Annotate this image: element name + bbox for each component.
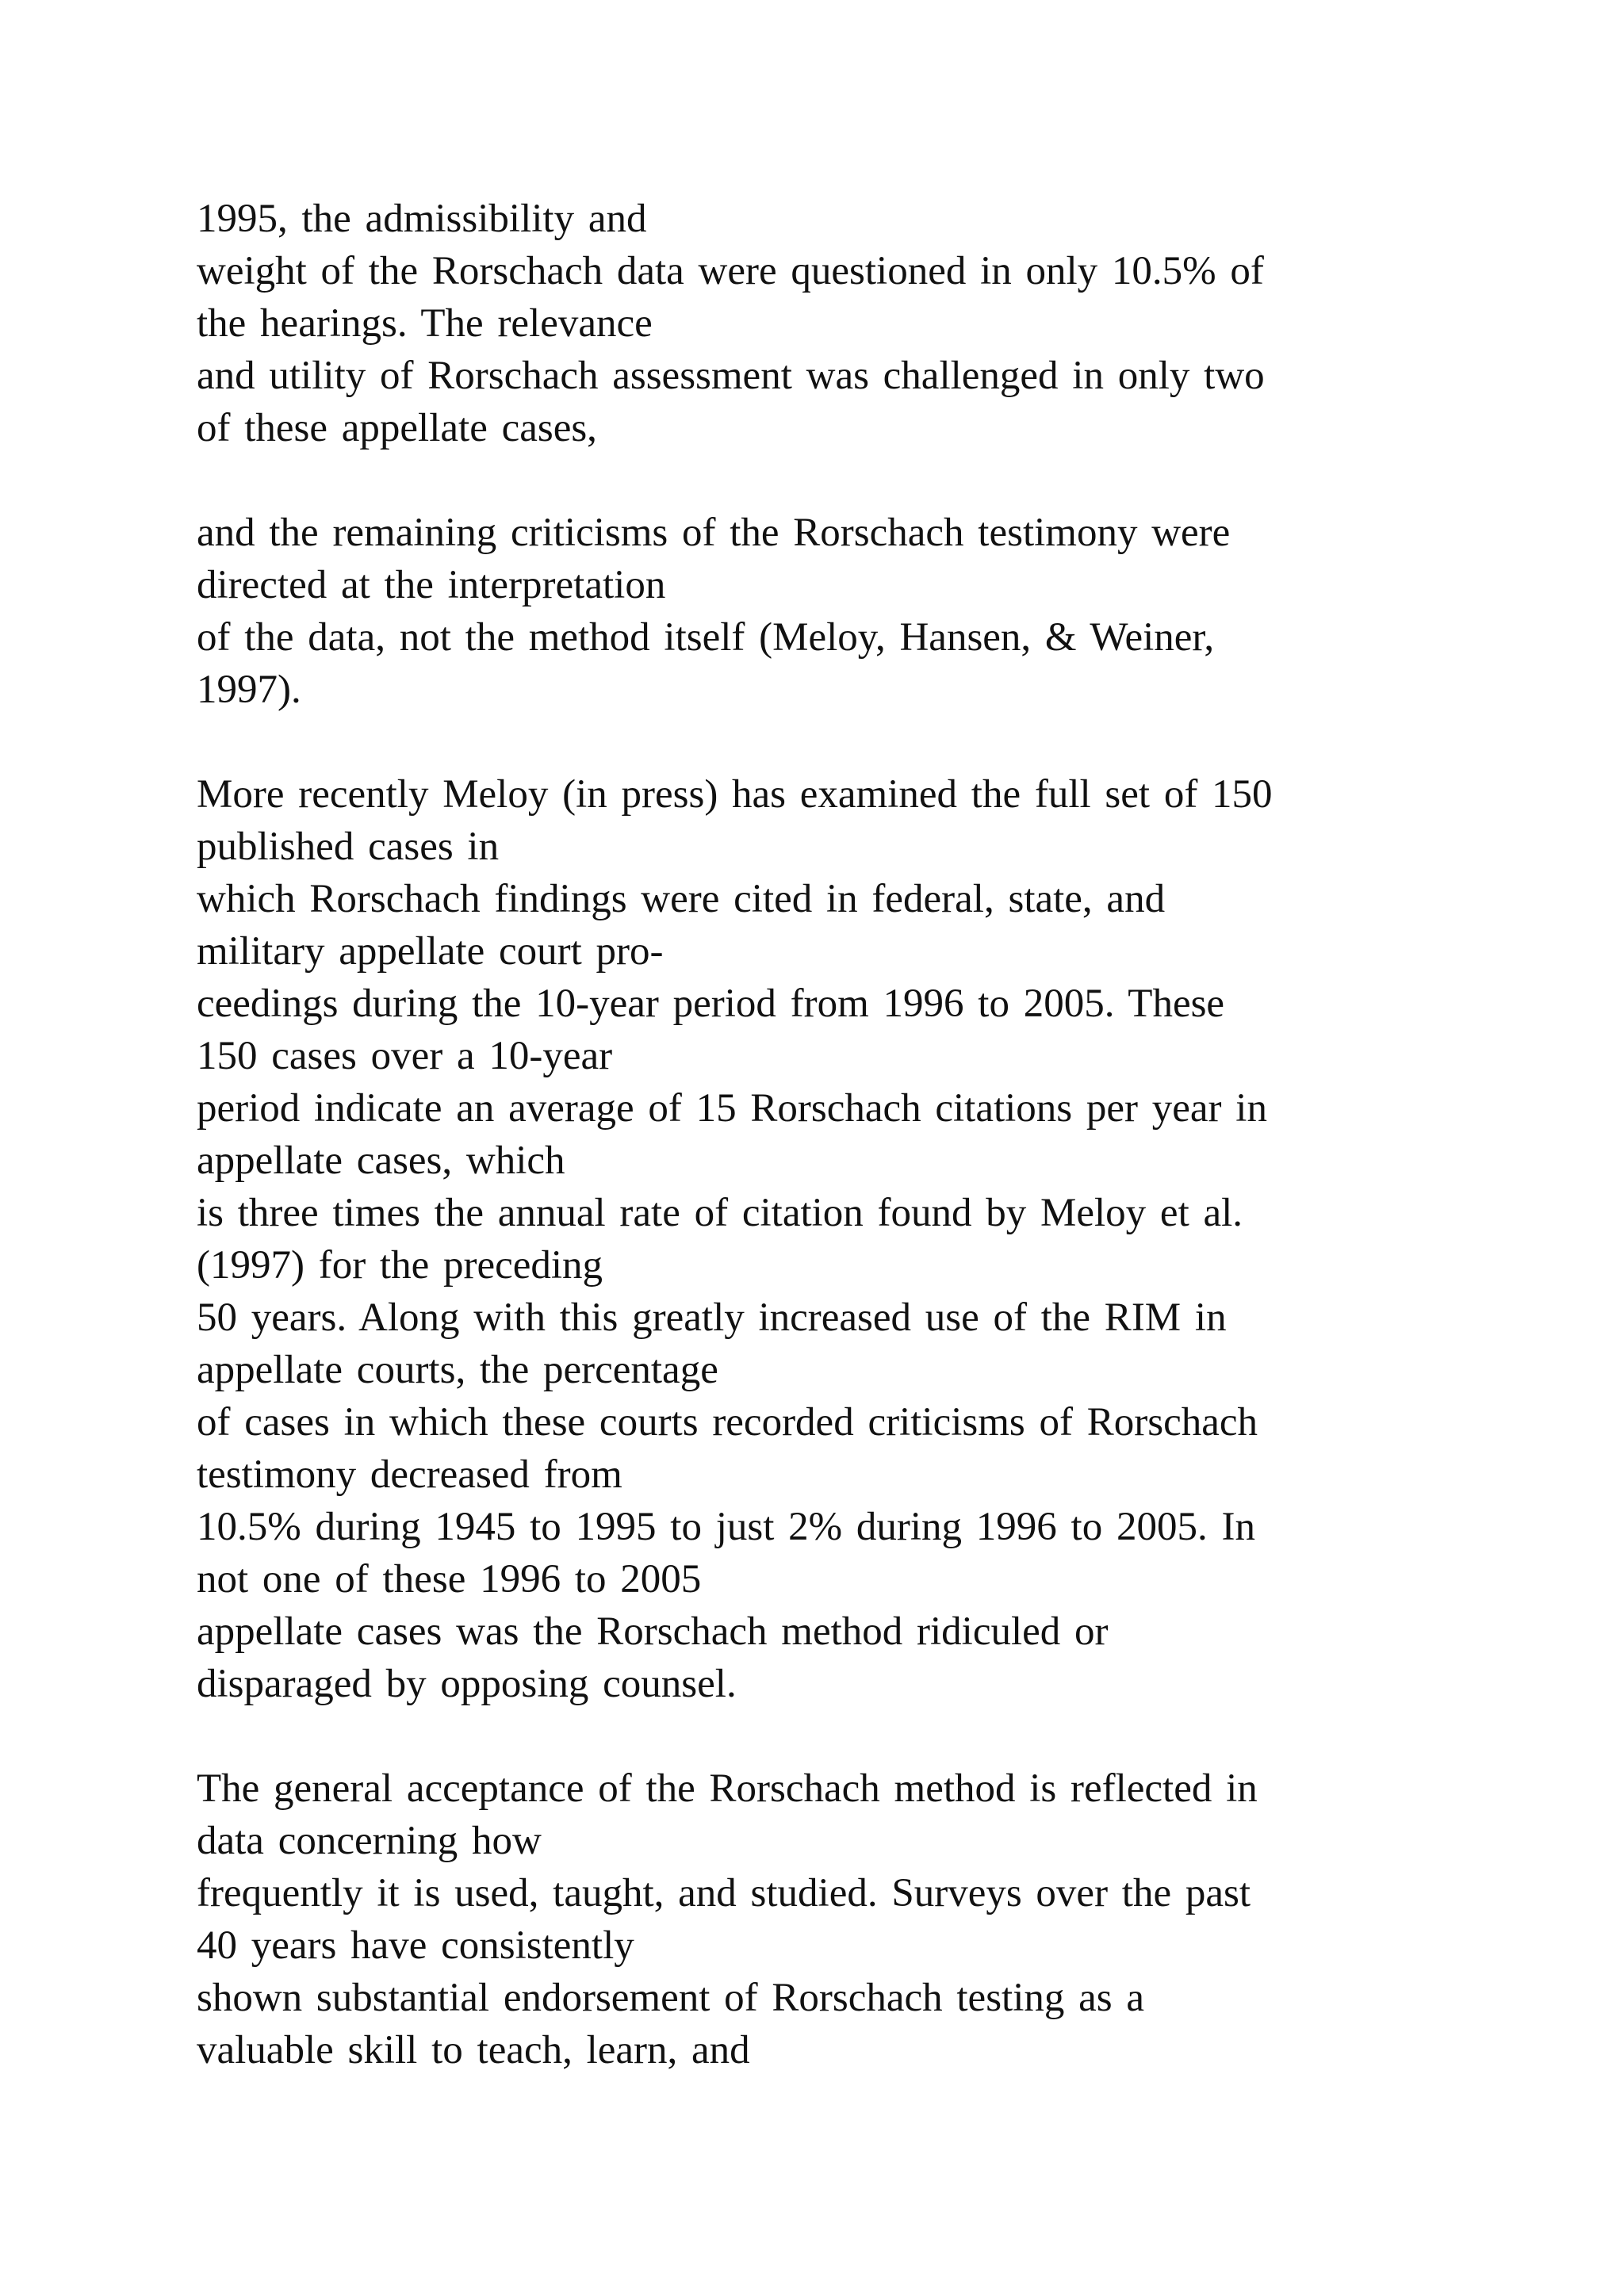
text-line: weight of the Rorschach data were questioned in only 10.5% of — [197, 249, 1264, 293]
text-line: data concerning how — [197, 1819, 542, 1863]
text-line: the hearings. The relevance — [197, 301, 653, 346]
paragraph-1 — [197, 193, 1465, 454]
paragraph-3 — [197, 768, 1465, 1710]
text-line: (1997) for the preceding — [197, 1243, 603, 1288]
text-line: 40 years have consistently — [197, 1923, 634, 1968]
text-line: published cases in — [197, 825, 500, 869]
text-line: of the data, not the method itself (Meloy, Hansen, & Weiner, — [197, 615, 1215, 660]
text-line: valuable skill to teach, learn, and — [197, 2028, 750, 2072]
text-line: of these appellate cases, — [197, 406, 597, 450]
text-line: The general acceptance of the Rorschach method is reflected in — [197, 1766, 1258, 1811]
text-line: 1995, the admissibility and — [197, 197, 647, 241]
text-line: and utility of Rorschach assessment was challenged in only two — [197, 354, 1265, 398]
text-line: is three times the annual rate of citation found by Meloy et al. — [197, 1191, 1243, 1235]
text-line: 10.5% during 1945 to 1995 to just 2% during 1996 to 2005. In — [197, 1505, 1255, 1549]
text-line: disparaged by opposing counsel. — [197, 1662, 737, 1706]
text-line: appellate cases was the Rorschach method ridiculed or — [197, 1609, 1109, 1654]
document-body — [197, 193, 1465, 2129]
paragraph-4 — [197, 1762, 1465, 2076]
text-line: 1997). — [197, 668, 301, 712]
text-line: period indicate an average of 15 Rorschach citations per year in — [197, 1086, 1267, 1131]
text-line: directed at the interpretation — [197, 563, 666, 607]
text-line: testimony decreased from — [197, 1452, 622, 1497]
text-line: shown substantial endorsement of Rorschach testing as a — [197, 1976, 1145, 2020]
text-line: 150 cases over a 10-year — [197, 1034, 613, 1078]
paragraph-2 — [197, 507, 1465, 716]
text-line: frequently it is used, taught, and studied. Surveys over the past — [197, 1871, 1251, 1915]
text-line: of cases in which these courts recorded criticisms of Rorschach — [197, 1400, 1258, 1445]
text-line: and the remaining criticisms of the Rorschach testimony were — [197, 511, 1231, 555]
text-line: appellate cases, which — [197, 1138, 565, 1183]
text-line: 50 years. Along with this greatly increased use of the RIM in — [197, 1295, 1227, 1340]
text-line: military appellate court pro- — [197, 929, 664, 974]
text-line: not one of these 1996 to 2005 — [197, 1557, 702, 1601]
text-line: which Rorschach findings were cited in federal, state, and — [197, 877, 1166, 921]
text-line: ceedings during the 10-year period from 1996 to 2005. These — [197, 982, 1225, 1026]
text-line: More recently Meloy (in press) has examined the full set of 150 — [197, 772, 1273, 817]
text-line: appellate courts, the percentage — [197, 1348, 718, 1392]
